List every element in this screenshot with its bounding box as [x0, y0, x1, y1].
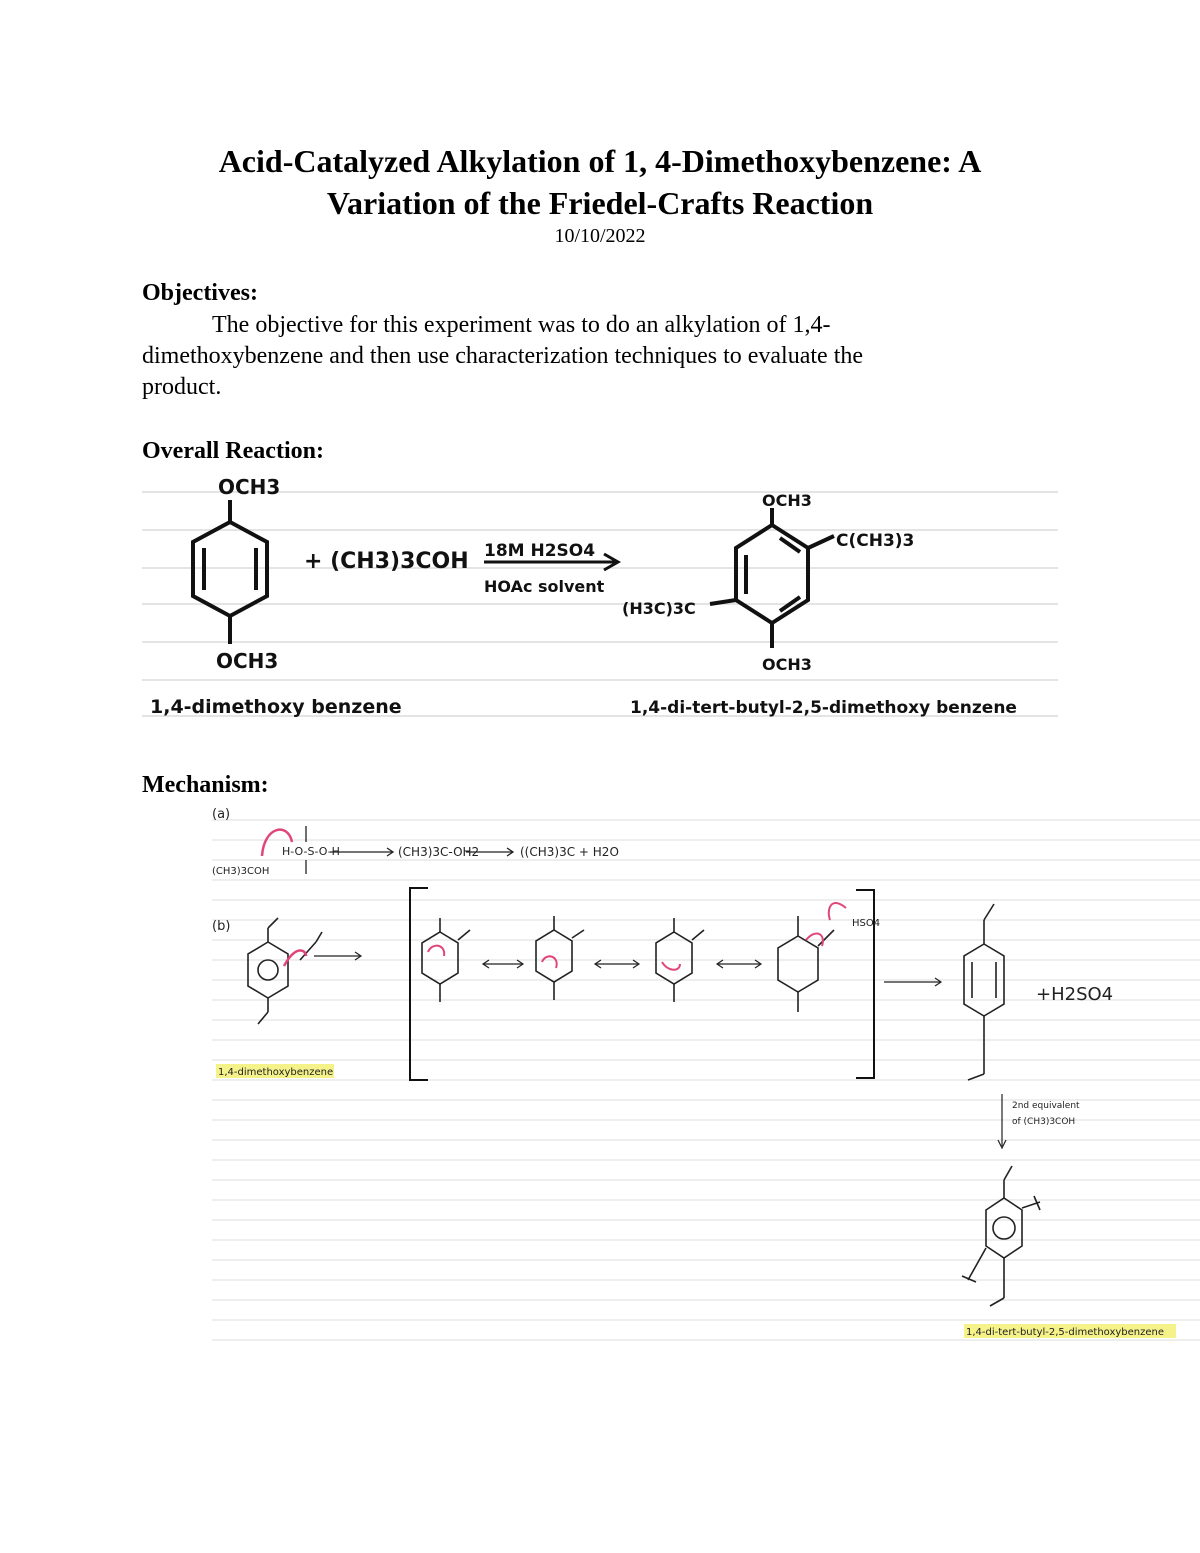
mechanism-notebook-lines	[212, 820, 1200, 1340]
mech-final-label: 1,4-di-tert-butyl-2,5-dimethoxybenzene	[966, 1327, 1165, 1338]
overall-reaction-heading: Overall Reaction:	[142, 438, 324, 464]
reactant-name: 1,4-dimethoxy benzene	[150, 696, 402, 718]
reactant-benzene-ring	[193, 500, 267, 644]
product-name: 1,4-di-tert-butyl-2,5-dimethoxy benzene	[630, 698, 1017, 718]
product-left-group: (H3C)3C	[622, 599, 696, 618]
objectives-line-2: dimethoxybenzene and then use characterization techniques to evaluate the	[142, 343, 864, 369]
mechanism-part-a: (a)	[212, 807, 231, 822]
objectives-line-1: The objective for this experiment was to do an alkylation of 1,4-	[212, 312, 831, 338]
mech-b-start-ring	[248, 918, 361, 1024]
second-equivalent-line-2: of (CH3)3COH	[1012, 1117, 1076, 1127]
product-bottom-group: OCH3	[762, 655, 812, 674]
reactant-bottom-group: OCH3	[216, 649, 279, 673]
overall-notebook-lines	[142, 492, 1058, 716]
mech-a-acid: H-O-S-O-H	[282, 845, 340, 858]
resonance-structures	[422, 916, 834, 1012]
acid-regenerated: +H2SO4	[1036, 984, 1114, 1005]
mech-a-reactant: (CH3)3COH	[212, 866, 270, 877]
reagent-label: + (CH3)3COH	[304, 549, 469, 574]
objectives-line-3: product.	[142, 374, 222, 400]
resonance-bracket	[410, 888, 874, 1080]
product-right-group: C(CH3)3	[836, 531, 915, 551]
mechanism-heading: Mechanism:	[142, 772, 269, 798]
hso4-label: HSO4	[852, 918, 881, 929]
mech-start-label: 1,4-dimethoxybenzene	[218, 1067, 334, 1078]
product-benzene-ring	[710, 508, 834, 648]
second-equivalent-line-1: 2nd equivalent	[1012, 1101, 1080, 1111]
reactant-top-group: OCH3	[218, 475, 281, 499]
document-date: 10/10/2022	[554, 225, 646, 247]
mech-a-product: ((CH3)3C + H2O	[520, 845, 619, 859]
mechanism-part-b: (b)	[212, 919, 231, 934]
mech-a-intermediate: (CH3)3C-OH2	[398, 845, 480, 859]
conditions-bottom: HOAc solvent	[484, 577, 605, 596]
objectives-heading: Objectives:	[142, 280, 258, 306]
document-title-line-2: Variation of the Friedel-Crafts Reaction	[326, 185, 874, 221]
product-top-group: OCH3	[762, 491, 812, 510]
conditions-top: 18M H2SO4	[484, 541, 596, 561]
document-title-line-1: Acid-Catalyzed Alkylation of 1, 4-Dimethoxybenzene: A	[218, 143, 982, 179]
mech-final-ring	[962, 1166, 1040, 1306]
